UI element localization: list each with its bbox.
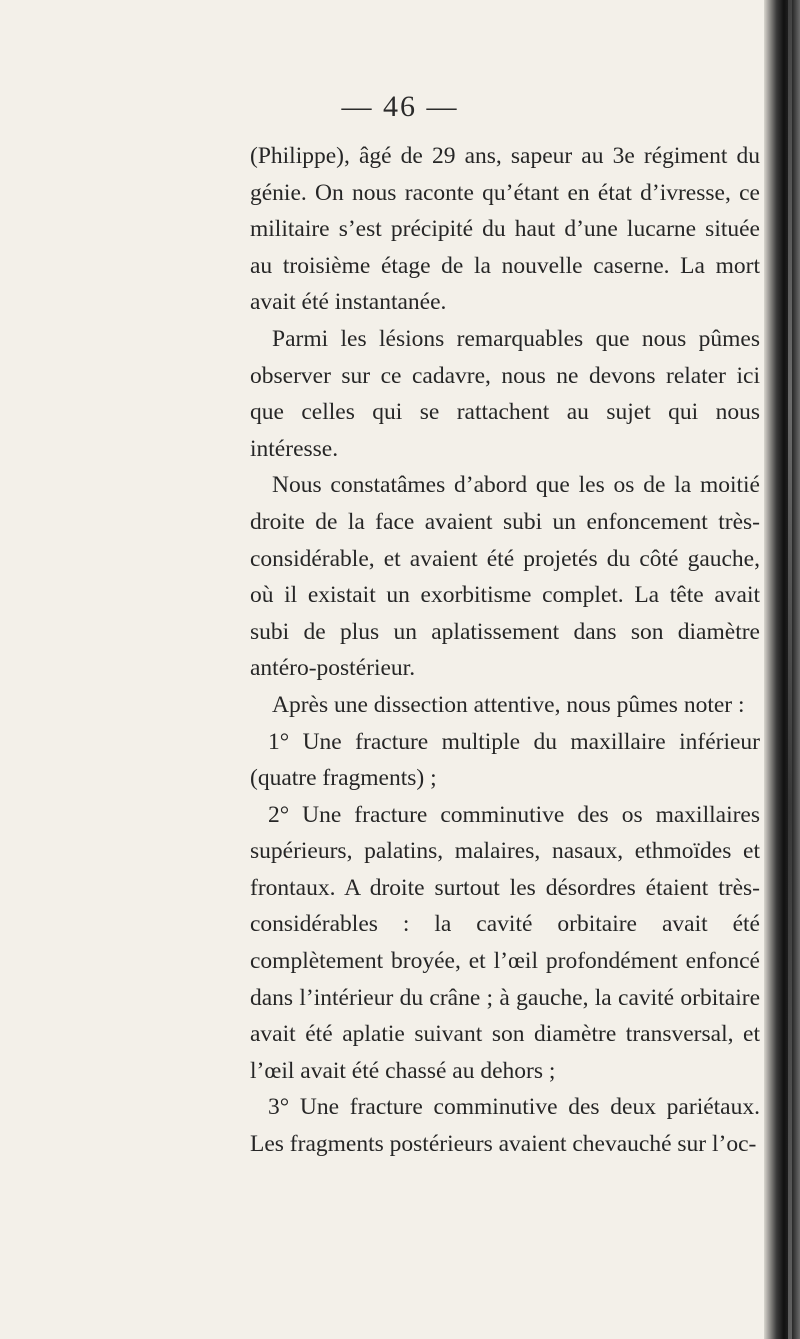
paragraph-1: (Philippe), âgé de 29 ans, sapeur au 3e régiment du génie. On nous raconte qu’étant en état d’ivresse, ce militaire s’est précipité du haut d’une lucarne située au troisième étage de la nouvelle caserne. La mort avait été instantanée. bbox=[250, 143, 760, 316]
paragraph-4: Après une dissection attentive, nous pûmes noter : bbox=[272, 691, 745, 718]
list-item-3: 3° Une fracture comminutive des deux pariétaux. Les fragments postérieurs avaient chevauché sur l’oc- bbox=[250, 1094, 760, 1158]
paragraph-2: Parmi les lésions remarquables que nous pûmes observer sur ce cadavre, nous ne devons relater ici que celles qui se rattachent au sujet qui nous intéresse. bbox=[250, 325, 760, 462]
page-number: — 46 — bbox=[341, 90, 459, 123]
list-item-1: 1° Une fracture multiple du maxillaire inférieur (quatre fragments) ; bbox=[250, 728, 760, 792]
paragraph-3: Nous constatâmes d’abord que les os de la moitié droite de la face avaient subi un enfoncement très-considérable, et avaient été projetés du côté gauche, où il existait un exorbitisme complet. La tête avait subi de plus un aplatissement dans son diamètre antéro-postérieur. bbox=[250, 472, 760, 682]
body-text bbox=[250, 138, 760, 1163]
list-item-2: 2° Une fracture comminutive des os maxillaires supérieurs, palatins, malaires, nasaux, ethmoïdes et frontaux. A droite surtout les désordres étaient très-considérables : la cavité orbitaire avait été complètement broyée, et l’œil profondément enfoncé dans l’intérieur du crâne ; à gauche, la cavité orbitaire avait été aplatie suivant son diamètre transversal, et l’œil avait été chassé au dehors ; bbox=[250, 801, 760, 1084]
binding-streak bbox=[788, 0, 792, 1339]
book-binding-edge bbox=[764, 0, 800, 1339]
